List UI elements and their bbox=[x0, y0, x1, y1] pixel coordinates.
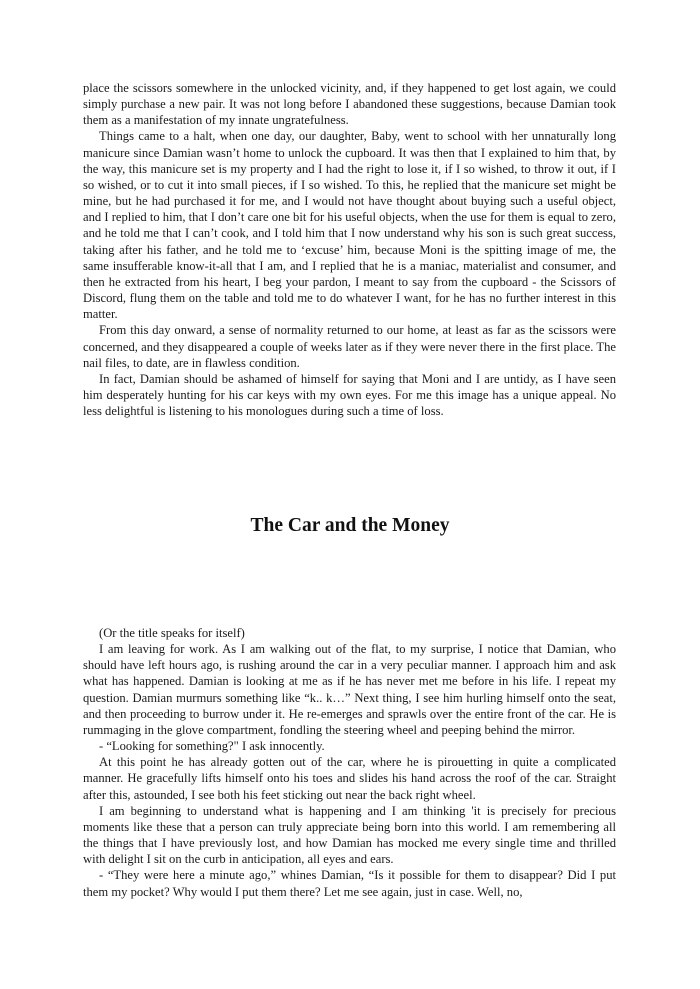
paragraph: In fact, Damian should be ashamed of himself for saying that Moni and I are untidy, as I have seen him desperately hunting for his car keys with my own eyes. For me this image has a unique appeal. No less delightful is listening to his monologues during such a time of loss. bbox=[83, 371, 616, 419]
chapter-body-text bbox=[83, 625, 616, 900]
dialogue-line: - “Looking for something?" I ask innocently. bbox=[99, 739, 325, 754]
chapter-subtitle: (Or the title speaks for itself) bbox=[99, 626, 245, 640]
previous-chapter-text bbox=[83, 80, 616, 419]
chapter-title: The Car and the Money bbox=[250, 515, 450, 536]
paragraph: place the scissors somewhere in the unlocked vicinity, and, if they happened to get lost again, we could simply purchase a new pair. It was not long before I abandoned these suggestions, because Damian took them as a manifestation of my innate ungratefulness. bbox=[83, 81, 616, 128]
dialogue-line: - “They were here a minute ago,” whines Damian, “Is it possible for them to disappear? Did I put them my pocket? Why would I put them there? Let me see again, just in case. Well, no, bbox=[83, 868, 616, 899]
paragraph: Things came to a halt, when one day, our daughter, Baby, went to school with her unnaturally long manicure since Damian wasn’t home to unlock the cupboard. It was then that I explained to him that, by the way, this manicure set is my property and I had the right to lose it, if I so wished, to throw it out, if I so wished, or to cut it into small pieces, if I so wished. To this, he replied that the manicure set might be mine, but he had purchased it for me, and I would not have thought about buying such a useful object, and I replied to him, that I don’t care one bit for his useful objects, when the use for them is equal to zero, and he told me that I can’t cook, and I told him that I now understand why his son is such great success, taking after his father, and he told me to ‘excuse’ him, because Moni is the spitting image of me, the same insufferable know-it-all that I am, and I replied that he is a maniac, materialist and consumer, and then he extracted from his heart, I beg your pardon, I meant to say from the cupboard - the Scissors of Discord, flung them on the table and told me to do whatever I want, for he has no further interest in this matter. bbox=[83, 129, 616, 322]
paragraph: I am beginning to understand what is happening and I am thinking 'it is precisely for precious moments like these that a person can truly appreciate being born into this world. I am remembering all the things that I have previously lost, and how Damian has mocked me every single time and thrilled with delight I sit on the curb in anticipation, all eyes and ears. bbox=[83, 803, 616, 867]
paragraph: I am leaving for work. As I am walking out of the flat, to my surprise, I notice that Damian, who should have left hours ago, is rushing around the car in a very peculiar manner. I approach him and ask what has happened. Damian is looking at me as if he has never met me before in his life. I repeat my question. Damian murmurs something like “k.. k…” Next thing, I see him hurling himself onto the seat, and then proceeding to burrow under it. He re-emerges and sprawls over the entire front of the car. He is rummaging in the glove compartment, fondling the steering wheel and peeping behind the mirror. bbox=[83, 642, 616, 737]
paragraph: At this point he has already gotten out of the car, where he is pirouetting in quite a complicated manner. He gracefully lifts himself onto his toes and slides his hand across the roof of the car. Straight after this, astounded, I see both his feet sticking out near the back right wheel. bbox=[83, 755, 616, 802]
paragraph: From this day onward, a sense of normality returned to our home, at least as far as the scissors were concerned, and they disappeared a couple of weeks later as if they were never there in the first place. The nail files, to date, are in flawless condition. bbox=[83, 323, 616, 370]
